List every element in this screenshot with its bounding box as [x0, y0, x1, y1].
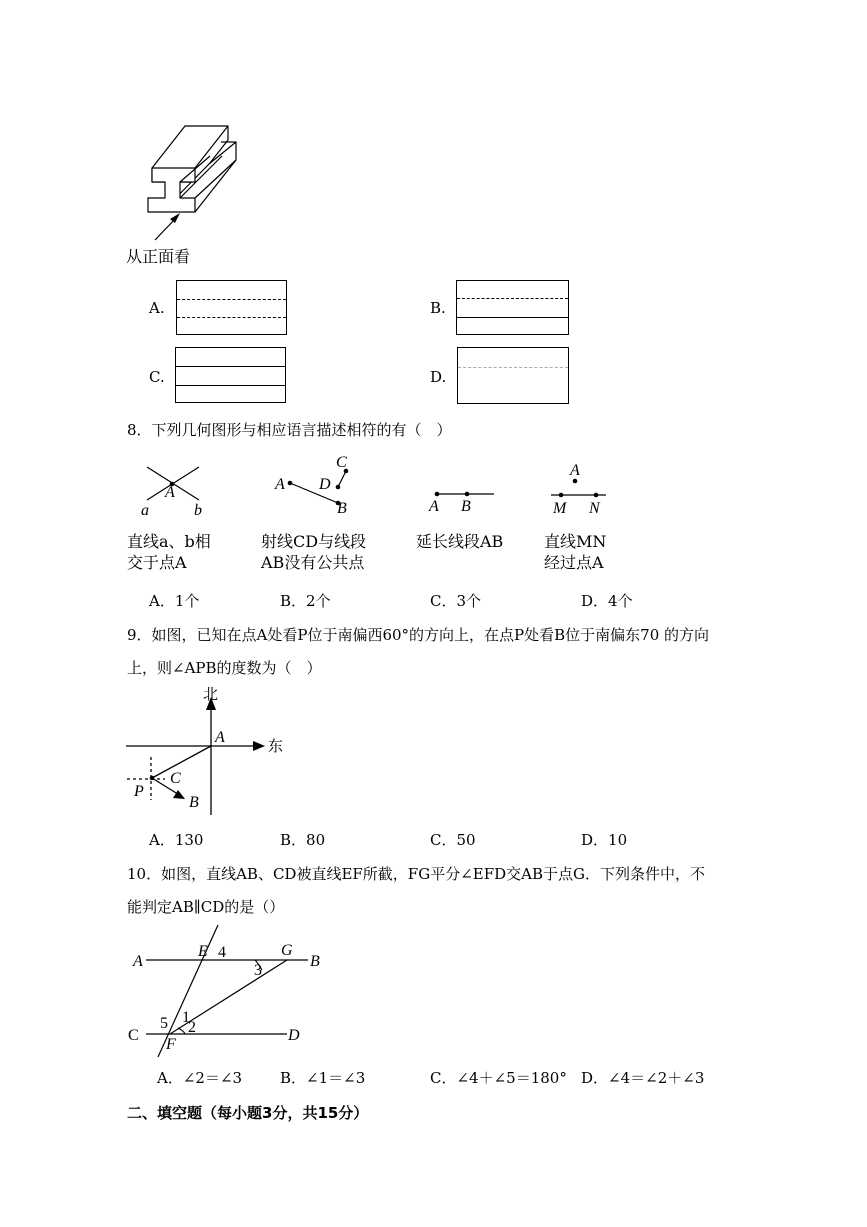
- q8-fig1-caption-l2: 交于点A: [127, 553, 187, 572]
- q10-stem-line1: 10．如图，直线AB、CD被直线EF所截，FG平分∠EFD交AB于点G．下列条件中，不: [127, 865, 705, 883]
- q8-fig1-label-A: A: [165, 484, 175, 501]
- q10-label-E: E: [198, 943, 208, 960]
- q8-choice-d: D．4个: [581, 592, 633, 610]
- q8-fig2-label-D: D: [319, 476, 331, 493]
- q8-fig2-label-A: A: [275, 476, 285, 493]
- q9-label-P: P: [134, 783, 144, 800]
- q9-label-A: A: [215, 729, 225, 746]
- q7-view-label: 从正面看: [126, 247, 191, 266]
- q10-label-F: F: [166, 1036, 176, 1053]
- section2-heading: 二、填空题（每小题3分，共15分）: [127, 1104, 369, 1122]
- q10-label-1: 1: [182, 1009, 190, 1026]
- q9-label-C: C: [170, 770, 181, 787]
- q8-fig3-label-A: A: [429, 498, 439, 515]
- q8-fig1-caption-l1: 直线a、b相: [127, 532, 211, 551]
- q10-label-3: 3: [254, 962, 262, 979]
- q10-label-4: 4: [218, 944, 226, 961]
- q9-choice-c: C．50: [430, 831, 476, 849]
- q10-label-A: A: [133, 953, 143, 970]
- q8-stem: 8．下列几何图形与相应语言描述相符的有（ ）: [127, 421, 452, 439]
- q7-option-c-letter: C.: [149, 368, 165, 386]
- q9-north-label: 北: [203, 685, 219, 703]
- q10-choice-d: D．∠4＝∠2＋∠3: [581, 1069, 705, 1087]
- q9-stem-line1: 9．如图，已知在点A处看P位于南偏西60°的方向上，在点P处看B位于南偏东70 的方向: [127, 626, 710, 644]
- q9-label-B: B: [189, 794, 199, 811]
- q8-fig2-label-C: C: [336, 454, 347, 471]
- q10-choice-c: C．∠4＋∠5＝180°: [430, 1069, 567, 1087]
- q8-fig4-label-M: M: [553, 500, 567, 517]
- q8-fig4-label-N: N: [589, 500, 600, 517]
- q8-fig4-caption-l1: 直线MN: [544, 532, 607, 551]
- q8-fig2-label-B: B: [337, 500, 347, 517]
- q8-choice-c: C．3个: [430, 592, 482, 610]
- q8-fig4-caption-l2: 经过点A: [544, 553, 604, 572]
- q10-label-5: 5: [160, 1015, 168, 1032]
- q10-label-2: 2: [188, 1019, 196, 1036]
- q10-label-G: G: [281, 942, 293, 959]
- q10-stem-line2: 能判定AB∥CD的是（）: [127, 898, 285, 916]
- q8-fig3-label-B: B: [461, 498, 471, 515]
- q8-fig2-caption-l1: 射线CD与线段: [261, 532, 367, 551]
- q10-label-D: D: [288, 1027, 300, 1044]
- q9-east-label: 东: [268, 737, 284, 755]
- q10-label-B: B: [310, 953, 320, 970]
- q9-choice-a: A．130: [149, 831, 204, 849]
- q7-option-b-letter: B.: [430, 299, 446, 317]
- q8-fig4-label-A: A: [570, 462, 580, 479]
- q9-choice-d: D．10: [581, 831, 628, 849]
- q7-option-d-letter: D.: [430, 368, 447, 386]
- q7-option-a-letter: A.: [149, 299, 165, 317]
- q10-choice-a: A．∠2＝∠3: [157, 1069, 243, 1087]
- q8-choice-b: B．2个: [280, 592, 331, 610]
- q8-choice-a: A．1个: [149, 592, 200, 610]
- q10-label-C: C: [128, 1027, 139, 1044]
- q8-fig1-label-b: b: [194, 502, 202, 519]
- q9-stem-line2: 上，则∠APB的度数为（ ）: [127, 659, 322, 677]
- q8-fig3-caption-l1: 延长线段AB: [416, 532, 504, 551]
- q8-fig2-caption-l2: AB没有公共点: [261, 553, 365, 572]
- q8-fig1-label-a: a: [141, 502, 149, 519]
- q10-choice-b: B．∠1＝∠3: [280, 1069, 366, 1087]
- q9-choice-b: B．80: [280, 831, 326, 849]
